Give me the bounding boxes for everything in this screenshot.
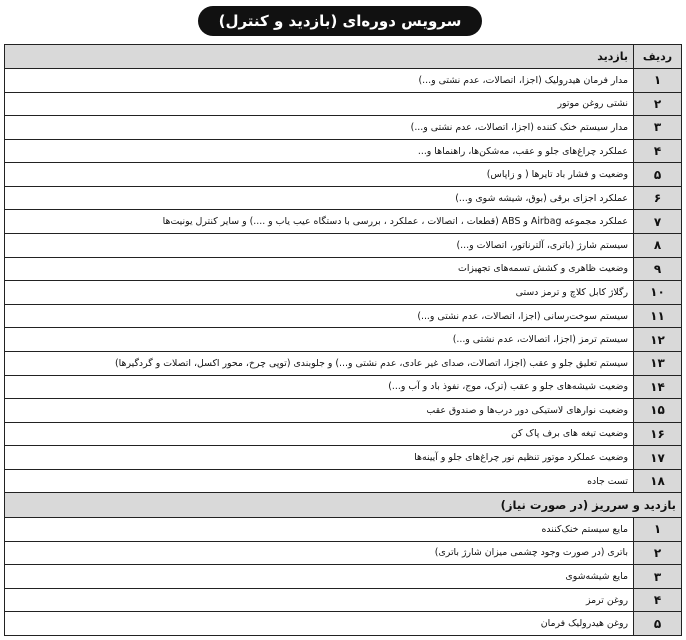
row-number: ۱۵ [634, 399, 682, 423]
item-text: روغن ترمز [5, 588, 634, 612]
inspection-items [5, 69, 682, 493]
item-text: مدار سیستم خنک کننده (اجزا، اتصالات، عدم نشتی و...) [5, 116, 634, 140]
topup-row [5, 518, 682, 542]
row-number: ۴ [634, 588, 682, 612]
row-number: ۷ [634, 210, 682, 234]
row-number: ۱۲ [634, 328, 682, 352]
row-number: ۱۷ [634, 446, 682, 470]
page-title: سرویس دوره‌ای (بازدید و کنترل) [198, 6, 482, 36]
row-number: ۹ [634, 257, 682, 281]
service-table [4, 44, 682, 636]
item-text: سیستم تعلیق جلو و عقب (اجزا، اتصالات، صدای غیر عادی، عدم نشتی و...) و جلوبندی (توپی چرخ، محور اکسل، اتصلات و گردگیرها) [5, 351, 634, 375]
item-text: رگلاژ کابل کلاچ و ترمز دستی [5, 281, 634, 305]
item-text: سیستم سوخت‌رسانی (اجزا، اتصالات، عدم نشتی و...) [5, 304, 634, 328]
item-text: وضعیت نوارهای لاستیکی دور درب‌ها و صندوق عقب [5, 399, 634, 423]
row-number: ۸ [634, 234, 682, 258]
row-number: ۱۴ [634, 375, 682, 399]
inspection-row [5, 281, 682, 305]
row-number: ۱۳ [634, 351, 682, 375]
row-number: ۱۱ [634, 304, 682, 328]
item-text: عملکرد چراغ‌های جلو و عقب، مه‌شکن‌ها، راهنماها و... [5, 139, 634, 163]
item-text: باتری (در صورت وجود چشمی میزان شارژ باتری) [5, 541, 634, 565]
topup-row [5, 541, 682, 565]
row-number: ۲ [634, 92, 682, 116]
row-number: ۴ [634, 139, 682, 163]
row-number: ۱ [634, 518, 682, 542]
item-text: وضعیت عملکرد موتور تنظیم نور چراغ‌های جلو و آیینه‌ها [5, 446, 634, 470]
row-number: ۱۸ [634, 469, 682, 493]
topup-row [5, 588, 682, 612]
item-text: روغن هیدرولیک فرمان [5, 612, 634, 636]
row-number: ۶ [634, 186, 682, 210]
item-text: سیستم ترمز (اجزا، اتصالات، عدم نشتی و...) [5, 328, 634, 352]
inspection-row [5, 422, 682, 446]
inspection-row [5, 328, 682, 352]
row-column-header: ردیف [634, 45, 682, 69]
row-number: ۵ [634, 163, 682, 187]
inspection-row [5, 139, 682, 163]
item-text: وضعیت شیشه‌های جلو و عقب (ترک، موج، نفوذ باد و آب و...) [5, 375, 634, 399]
inspection-row [5, 446, 682, 470]
inspection-row [5, 210, 682, 234]
inspection-column-header: بازدید [5, 45, 634, 69]
table-header-row [5, 45, 682, 69]
item-text: وضعیت و فشار باد تایرها ( و زاپاس) [5, 163, 634, 187]
topup-items [5, 518, 682, 636]
topup-row [5, 612, 682, 636]
inspection-row [5, 163, 682, 187]
inspection-row [5, 116, 682, 140]
row-number: ۳ [634, 116, 682, 140]
inspection-row [5, 186, 682, 210]
inspection-row [5, 69, 682, 93]
inspection-row [5, 351, 682, 375]
item-text: مایع سیستم خنک‌کننده [5, 518, 634, 542]
section-header-row [5, 493, 682, 518]
item-text: نشتی روغن موتور [5, 92, 634, 116]
item-text: تست جاده [5, 469, 634, 493]
row-number: ۱۰ [634, 281, 682, 305]
row-number: ۵ [634, 612, 682, 636]
topup-row [5, 565, 682, 589]
item-text: مایع شیشه‌شوی [5, 565, 634, 589]
item-text: عملکرد مجموعه Airbag و ABS (قطعات ، اتصالات ، عملکرد ، بررسی با دستگاه عیب یاب و ....) و سایر کنترل یونیت‌ها [5, 210, 634, 234]
item-text: عملکرد اجزای برقی (بوق، شیشه شوی و...) [5, 186, 634, 210]
item-text: مدار فرمان هیدرولیک (اجزا، اتصالات، عدم نشتی و...) [5, 69, 634, 93]
inspection-row [5, 304, 682, 328]
item-text: وضعیت ظاهری و کشش تسمه‌های تجهیزات [5, 257, 634, 281]
item-text: وضعیت تیغه های برف پاک کن [5, 422, 634, 446]
inspection-row [5, 257, 682, 281]
inspection-row [5, 399, 682, 423]
inspection-row [5, 92, 682, 116]
topup-section [5, 493, 682, 518]
item-text: سیستم شارژ (باتری، آلترناتور، اتصالات و...) [5, 234, 634, 258]
row-number: ۲ [634, 541, 682, 565]
row-number: ۱ [634, 69, 682, 93]
inspection-row [5, 469, 682, 493]
row-number: ۱۶ [634, 422, 682, 446]
inspection-row [5, 234, 682, 258]
row-number: ۳ [634, 565, 682, 589]
topup-section-label: بازدید و سرریز (در صورت نیاز) [5, 493, 682, 518]
inspection-row [5, 375, 682, 399]
